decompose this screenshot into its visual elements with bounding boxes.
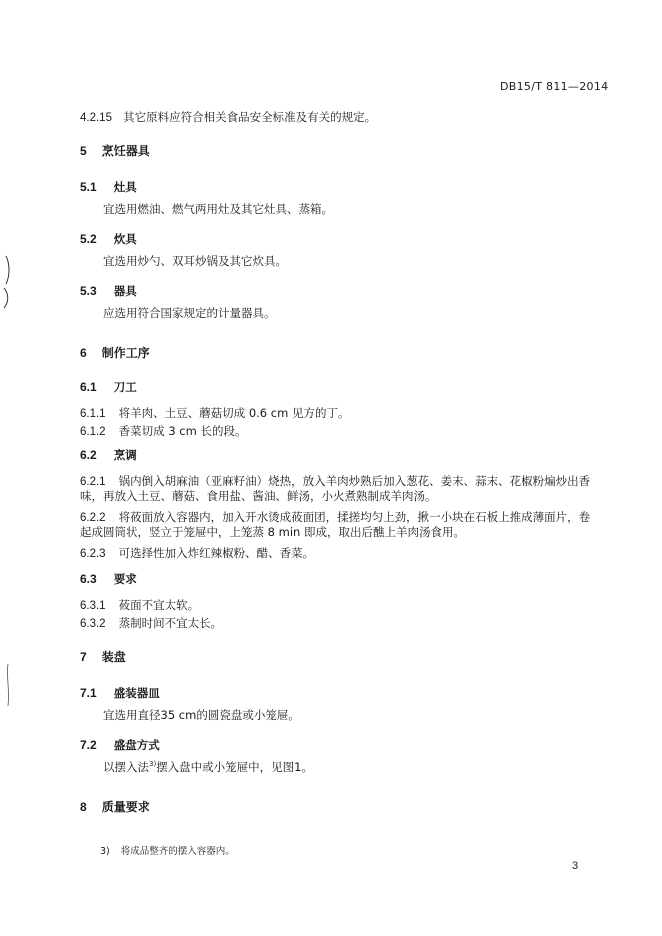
subsection-6-2-heading	[80, 444, 137, 463]
section-title: 质量要求	[101, 800, 150, 814]
clause-text: 将羊肉、土豆、蘑菇切成 0.6 cm 见方的丁。	[118, 406, 350, 420]
subsection-title: 盛盘方式	[113, 738, 160, 752]
clause-6-1-2	[80, 420, 246, 439]
section-title: 装盘	[101, 650, 126, 664]
clause-4-2-15	[80, 106, 376, 125]
clause-text: 莜面不宜太软。	[118, 598, 200, 612]
subsection-7-2-body	[103, 759, 313, 775]
clause-text: 香菜切成 3 cm 长的段。	[118, 424, 247, 438]
section-6-heading	[80, 342, 150, 361]
subsection-7-1-heading	[80, 682, 160, 701]
section-number: 5	[80, 144, 87, 158]
clause-6-2-3	[80, 542, 314, 561]
subsection-5-2-body: 宜选用炒勺、双耳炒锅及其它炊具。	[103, 254, 287, 268]
clause-number: 6.2.3	[80, 548, 106, 560]
body-text-post: 摆入盘中或小笼屉中，见图1。	[156, 760, 314, 774]
clause-text-line-1: 锅内倒入胡麻油（亚麻籽油）烧热，放入羊肉炒熟后加入葱花、姜末、蒜末、花椒粉煸炒出香	[118, 474, 591, 488]
clause-6-2-2	[80, 506, 590, 525]
clause-text: 可选择性加入炸红辣椒粉、醋、香菜。	[118, 546, 315, 560]
clause-number: 4.2.15	[80, 112, 112, 124]
subsection-number: 5.1	[80, 180, 97, 194]
section-7-heading	[80, 646, 126, 665]
subsection-number: 6.3	[80, 572, 97, 586]
section-number: 8	[80, 800, 87, 814]
subsection-number: 6.1	[80, 380, 97, 394]
footnote	[100, 843, 235, 857]
subsection-number: 7.2	[80, 738, 97, 752]
subsection-5-1-heading	[80, 176, 137, 195]
subsection-title: 要求	[113, 572, 137, 586]
footnote-text: 将成品整齐的摆入容器内。	[120, 846, 235, 857]
subsection-5-1-body: 宜选用燃油、燃气两用灶及其它灶具、蒸箱。	[103, 202, 333, 216]
subsection-5-3-heading	[80, 280, 137, 299]
clause-6-2-1	[80, 470, 590, 489]
section-title: 制作工序	[101, 346, 150, 360]
standard-code: DB15/T 811—2014	[500, 80, 609, 93]
subsection-5-3-body: 应选用符合国家规定的计量器具。	[103, 306, 276, 320]
page-number: 3	[572, 860, 579, 872]
subsection-6-3-heading	[80, 568, 137, 587]
subsection-title: 盛装器皿	[113, 686, 160, 700]
subsection-title: 烹调	[113, 448, 137, 462]
footnote-mark: 3)	[100, 846, 110, 857]
clause-text: 蒸制时间不宜太长。	[118, 616, 223, 630]
subsection-6-1-heading	[80, 376, 137, 395]
clause-number: 6.2.1	[80, 476, 106, 488]
binding-mark-icon	[0, 250, 14, 310]
subsection-5-2-heading	[80, 228, 137, 247]
section-5-heading	[80, 140, 150, 159]
subsection-title: 器具	[113, 284, 137, 298]
clause-number: 6.3.1	[80, 600, 106, 612]
body-text-pre: 以摆入法	[103, 760, 149, 774]
subsection-number: 7.1	[80, 686, 97, 700]
clause-text-line-1: 将莜面放入容器内，加入开水烫成莜面团，揉搓均匀上劲，揪一小块在石板上推成薄面片，卷	[118, 510, 591, 524]
section-title: 烹饪器具	[101, 144, 150, 158]
scan-mark-icon	[0, 660, 14, 710]
section-8-heading	[80, 796, 150, 815]
subsection-title: 灶具	[113, 180, 137, 194]
clause-6-1-1	[80, 402, 349, 421]
clause-number: 6.1.1	[80, 408, 106, 420]
section-number: 6	[80, 346, 87, 360]
section-number: 7	[80, 650, 87, 664]
footnote-reference: 3)	[149, 760, 157, 769]
clause-6-3-2	[80, 612, 222, 631]
clause-number: 6.1.2	[80, 426, 106, 438]
clause-number: 6.2.2	[80, 512, 106, 524]
clause-6-3-1	[80, 594, 199, 613]
subsection-title: 刀工	[113, 380, 137, 394]
clause-6-2-1-line-2: 味，再放入土豆、蘑菇、食用盐、酱油、鲜汤，小火煮熟制成羊肉汤。	[80, 489, 437, 503]
subsection-7-1-body: 宜选用直径35 cm的圆瓷盘或小笼屉。	[103, 708, 300, 722]
subsection-title: 炊具	[113, 232, 137, 246]
subsection-number: 6.2	[80, 448, 97, 462]
clause-6-2-2-line-2: 起成圆筒状，竖立于笼屉中，上笼蒸 8 min 即成，取出后醮上羊肉汤食用。	[80, 525, 465, 539]
subsection-number: 5.3	[80, 284, 97, 298]
subsection-7-2-heading	[80, 734, 160, 753]
subsection-number: 5.2	[80, 232, 97, 246]
clause-text: 其它原料应符合相关食品安全标准及有关的规定。	[123, 110, 377, 124]
clause-number: 6.3.2	[80, 618, 106, 630]
